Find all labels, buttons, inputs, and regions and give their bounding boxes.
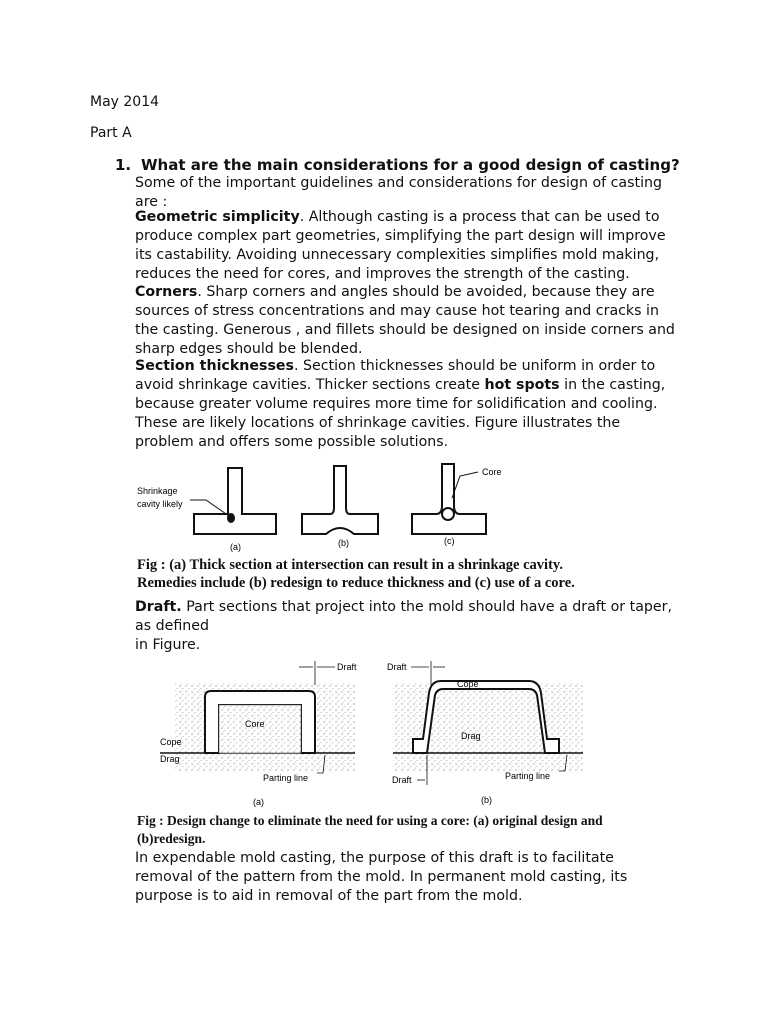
draft-line-1: Part sections that project into the mold should have a draft or taper, [181, 599, 672, 615]
draft-paragraph [135, 598, 675, 655]
figure-2-caption-1: Fig : Design change to eliminate the need for using a core: (a) original design and [137, 813, 603, 828]
fig2a-label-a: (a) [253, 797, 264, 807]
draft-line-3: in Figure. [135, 637, 201, 653]
corners-title: Corners [135, 284, 198, 300]
corners-text: . Sharp corners and angles should be avoided, because they are sources of stress concentrations and may cause hot tearing and cracks in the casting. Generous , and fillets should be designed on inside corners and sharp edges should be blended. [135, 284, 675, 357]
fig2b-label-cope: Cope [457, 679, 479, 689]
fig1-label-core: Core [482, 467, 502, 477]
hot-spots: hot spots [484, 377, 560, 393]
figure-2-diagram [155, 655, 595, 810]
thickness-text-2: in the casting, because greater volume requires more time for solidification and cooling. These are likely locations of shrinkage cavities. Figure illustrates the problem and offers some possible solutions. [135, 377, 666, 450]
geometric-title: Geometric simplicity [135, 209, 300, 225]
fig1-label-a: (a) [230, 542, 241, 552]
figure-1-diagram [130, 458, 510, 554]
fig1a-cavity [227, 513, 235, 523]
fig2b-label-parting: Parting line [505, 771, 551, 781]
fig2a-core [219, 705, 301, 753]
fig1c-tee [412, 464, 486, 534]
fig1a-tee [194, 468, 276, 534]
fig1-core-leader [452, 472, 478, 498]
fig1-label-cavity: cavity likely [137, 499, 183, 509]
fig2b-label-draft-top: Draft [387, 662, 407, 672]
intro-paragraph: Some of the important guidelines and considerations for design of casting are : [135, 175, 663, 210]
document-date: May 2014 [90, 94, 160, 110]
fig2a-label-core: Core [245, 719, 265, 729]
fig2a-label-cope: Cope [160, 737, 182, 747]
fig2b-sand [393, 683, 583, 771]
fig2a-label-parting: Parting line [263, 773, 309, 783]
corners-paragraph [135, 283, 675, 359]
fig1b-tee [302, 466, 378, 534]
fig1-label-shrinkage: Shrinkage [137, 486, 178, 496]
fig1c-core [442, 508, 454, 520]
fig2b-label-drag: Drag [461, 731, 481, 741]
draft-line-2: as defined [135, 618, 209, 634]
question-number: 1. [115, 156, 132, 174]
thickness-text-1: . Section thicknesses should be uniform in order to avoid shrinkage cavities. Thicker sections create [135, 358, 656, 393]
question-text: What are the main considerations for a good design of casting? [141, 156, 680, 174]
fig2a-label-drag: Drag [160, 754, 180, 764]
figure-1-caption-1: Fig : (a) Thick section at intersection can result in a shrinkage cavity. [137, 557, 563, 573]
figure-2-caption-2: (b)redesign. [137, 831, 206, 846]
thickness-paragraph [135, 357, 675, 452]
thickness-title: Section thicknesses [135, 358, 294, 374]
part-heading: Part A [90, 125, 132, 141]
fig2b-label-draft-bottom: Draft [392, 775, 412, 785]
fig1-label-b: (b) [338, 538, 349, 548]
geometric-paragraph [135, 208, 675, 284]
fig2b-label-b: (b) [481, 795, 492, 805]
fig1-label-c: (c) [444, 536, 455, 546]
draft-title: Draft. [135, 599, 182, 615]
fig2a-label-draft: Draft [337, 662, 357, 672]
closing-paragraph: In expendable mold casting, the purpose of this draft is to facilitate removal of the pattern from the mold. In permanent mold casting, its purpose is to aid in removal of the part from the mold. [135, 850, 628, 904]
figure-1-caption-2: Remedies include (b) redesign to reduce thickness and (c) use of a core. [137, 575, 575, 591]
geometric-text: . Although casting is a process that can be used to produce complex part geometries, simplifying the part design will improve its castability. Avoiding unnecessary complexities simplifies mold making, reduces the need for cores, and improves the strength of the casting. [135, 209, 666, 282]
